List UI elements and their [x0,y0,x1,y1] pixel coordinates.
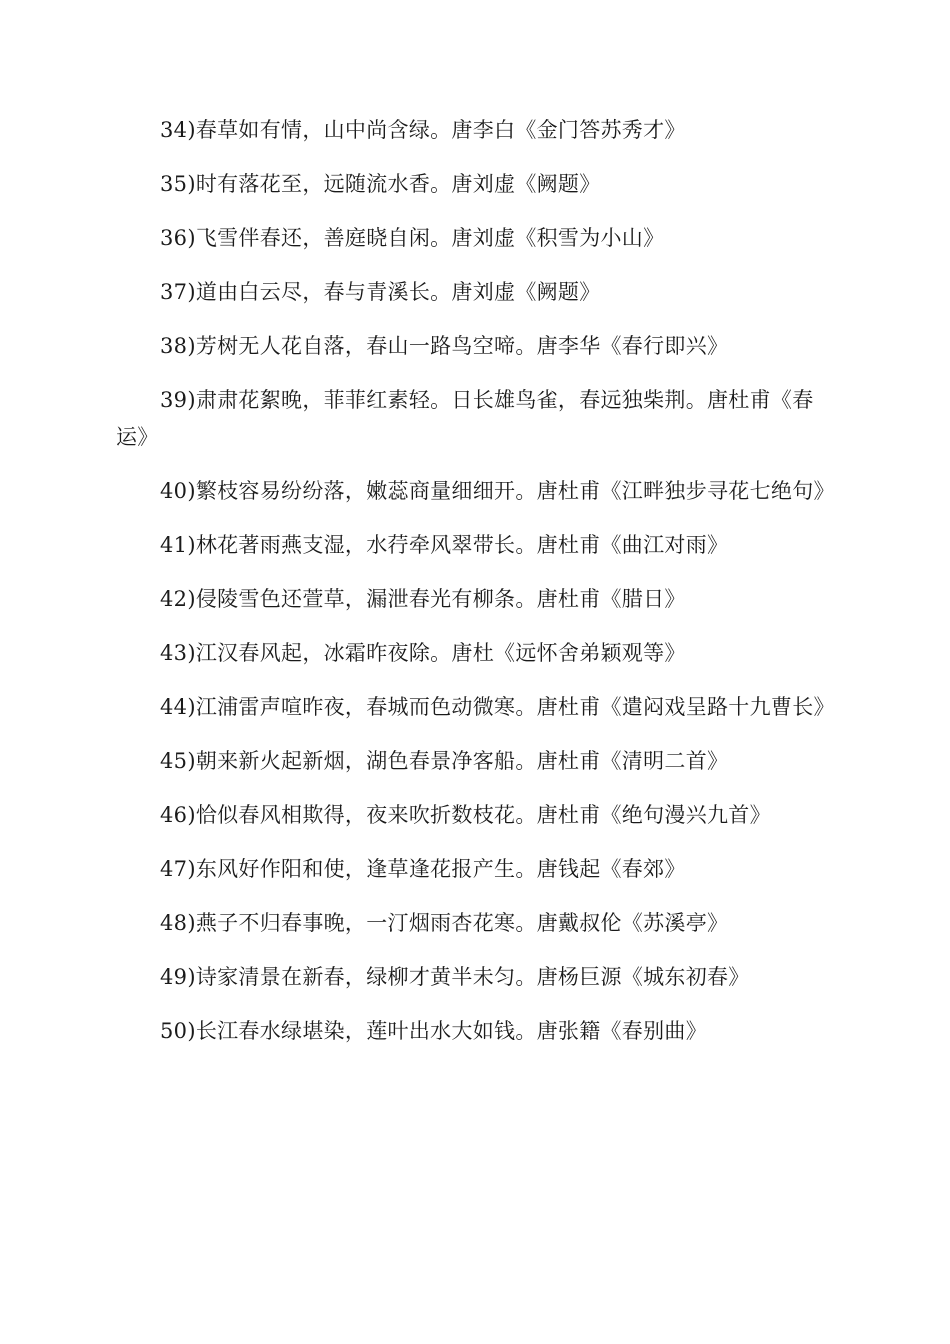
poem-list [116,112,835,1067]
poem-entry-34: 34)春草如有情，山中尚含绿。唐李白《金门答苏秀才》 [160,118,686,142]
poem-entry-36: 36)飞雪伴春还，善庭晓自闲。唐刘虚《积雪为小山》 [160,226,665,250]
poem-entry-35: 35)时有落花至，远随流水香。唐刘虚《阙题》 [160,172,601,196]
poem-entry-50: 50)长江春水绿堪染，莲叶出水大如钱。唐张籍《春别曲》 [160,1019,708,1043]
poem-entry-47: 47)东风好作阳和使，逢草逢花报产生。唐钱起《春郊》 [160,857,686,881]
poem-entry-38: 38)芳树无人花自落，春山一路鸟空啼。唐李华《春行即兴》 [160,334,729,358]
poem-entry-39: 39)肃肃花絮晚，菲菲红素轻。日长雄鸟雀，春远独柴荆。唐杜甫《春运》 [116,388,814,449]
poem-entry-40: 40)繁枝容易纷纷落，嫩蕊商量细细开。唐杜甫《江畔独步寻花七绝句》 [160,479,835,503]
poem-entry-44: 44)江浦雷声喧昨夜，春城而色动微寒。唐杜甫《遣闷戏呈路十九曹长》 [160,695,835,719]
poem-entry-45: 45)朝来新火起新烟，湖色春景净客船。唐杜甫《清明二首》 [160,749,729,773]
poem-entry-41: 41)林花著雨燕支湿，水荇牵风翠带长。唐杜甫《曲江对雨》 [160,533,729,557]
poem-entry-46: 46)恰似春风相欺得，夜来吹折数枝花。唐杜甫《绝句漫兴九首》 [160,803,771,827]
poem-entry-42: 42)侵陵雪色还萱草，漏泄春光有柳条。唐杜甫《腊日》 [160,587,686,611]
poem-entry-48: 48)燕子不归春事晚，一汀烟雨杏花寒。唐戴叔伦《苏溪亭》 [160,911,729,935]
poem-entry-43: 43)江汉春风起，冰霜昨夜除。唐杜《远怀舍弟颖观等》 [160,641,686,665]
poem-entry-49: 49)诗家清景在新春，绿柳才黄半未匀。唐杨巨源《城东初春》 [160,965,750,989]
poem-entry-37: 37)道由白云尽，春与青溪长。唐刘虚《阙题》 [160,280,601,304]
